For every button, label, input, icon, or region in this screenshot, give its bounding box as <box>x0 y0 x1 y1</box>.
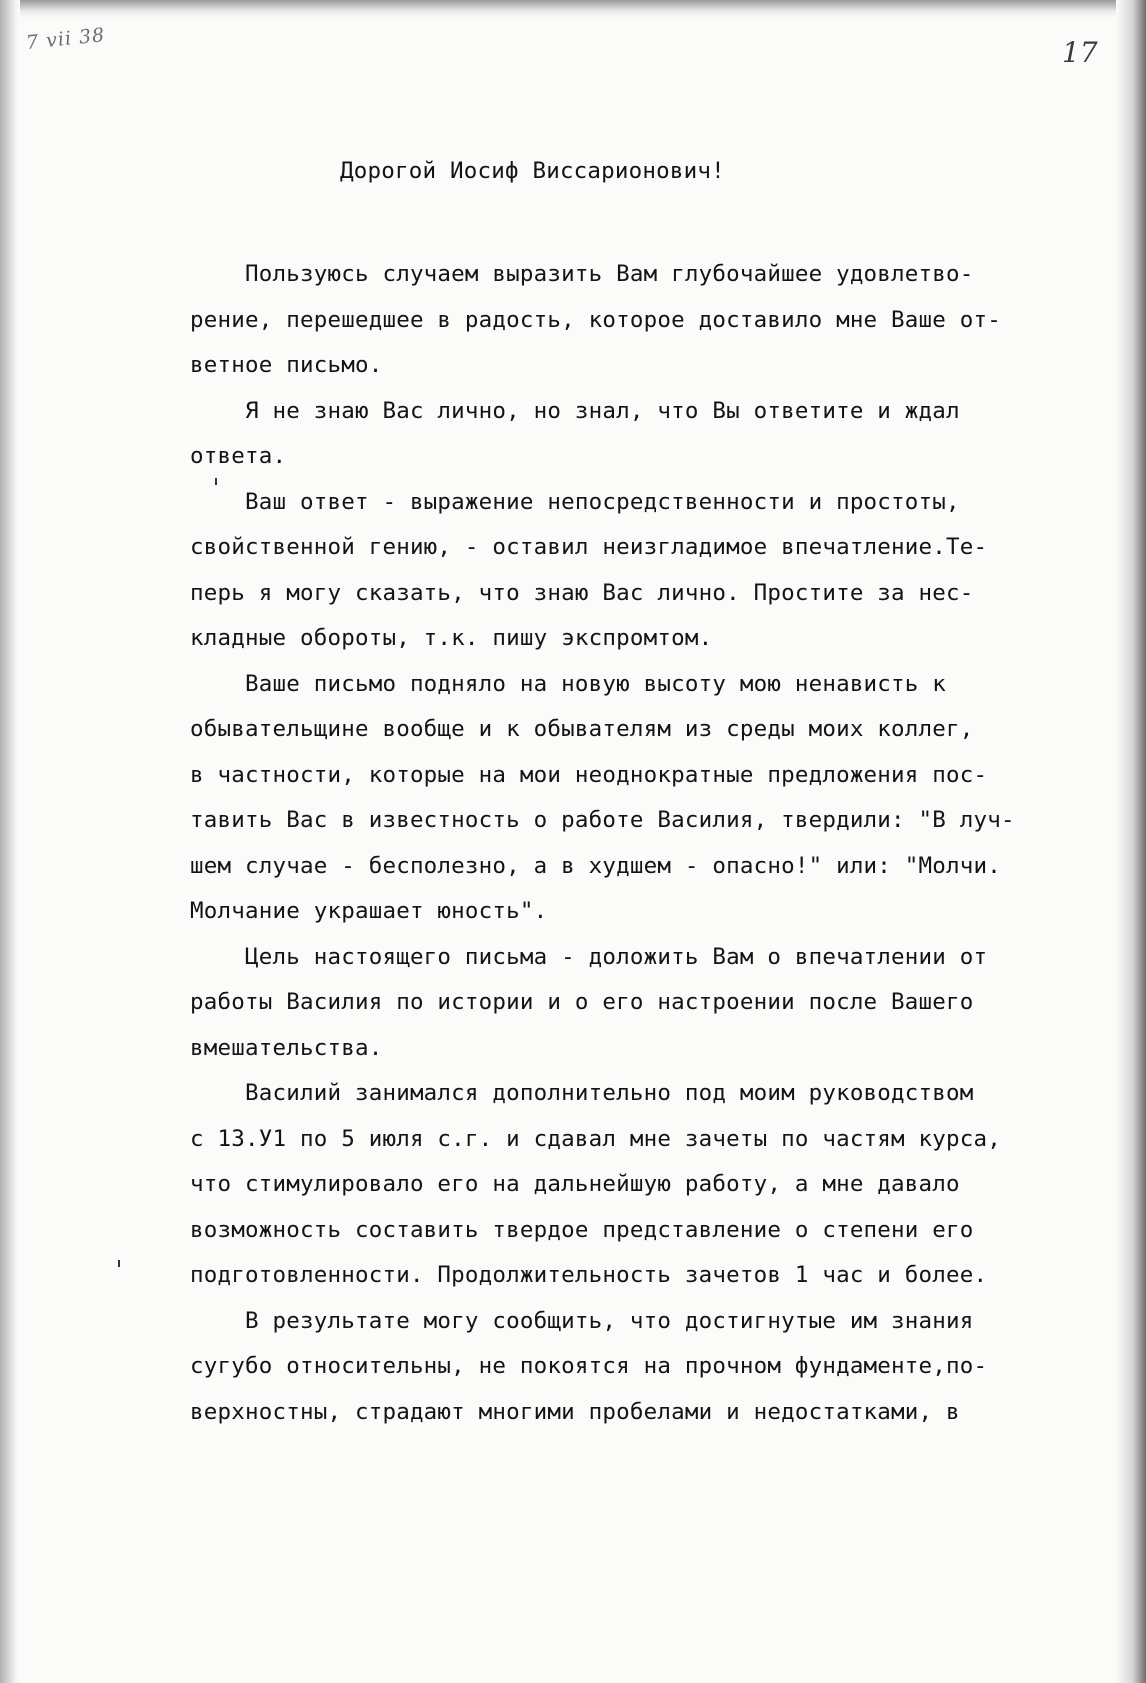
text-line: Ваше письмо подняло на новую высоту мою ненависть к <box>190 670 947 697</box>
text-line: кладные обороты, т.к. пишу экспромтом. <box>190 625 713 651</box>
scan-edge-right <box>1116 0 1146 1683</box>
salutation: Дорогой Иосиф Виссарионович! <box>340 158 725 184</box>
margin-mark <box>118 1260 120 1267</box>
text-line: Пользуюсь случаем выразить Вам глубочайшее удовлетво- <box>190 261 974 287</box>
margin-mark <box>215 478 217 485</box>
text-line: обывательщине вообще и к обывателям из среды моих коллег, <box>190 716 974 742</box>
text-line: сугубо относительны, не покоятся на прочном фундаменте,по- <box>190 1353 988 1379</box>
letter-body <box>190 252 1120 1435</box>
text-line: Цель настоящего письма - доложить Вам о впечатлении от <box>190 943 988 970</box>
text-line: ответа. <box>190 443 287 469</box>
text-line: верхностны, страдают многими пробелами и недостатками, в <box>190 1398 960 1425</box>
text-line: в частности, которые на мои неоднократные предложения пос- <box>190 761 988 788</box>
text-line: Ваш ответ - выражение непосредственности и простоты, <box>190 488 960 515</box>
text-line: подготовленности. Продолжительность зачетов 1 час и более. <box>190 1262 988 1288</box>
scan-edge-left <box>0 0 20 1683</box>
text-line: что стимулировало его на дальнейшую работу, а мне давало <box>190 1171 960 1197</box>
text-line: шем случае - бесполезно, а в худшем - опасно!" или: "Молчи. <box>190 852 1002 879</box>
text-line: работы Василия по истории и о его настроении после Вашего <box>190 989 974 1015</box>
text-line: рение, перешедшее в радость, которое доставило мне Ваше от- <box>190 306 1002 333</box>
scan-edge-top <box>0 0 1146 18</box>
text-line: свойственной гению, - оставил неизгладимое впечатление.Те- <box>190 534 988 560</box>
text-line: вмешательства. <box>190 1034 383 1061</box>
text-line: В результате могу сообщить, что достигнутые им знания <box>190 1307 974 1334</box>
text-line: тавить Вас в известность о работе Василия, твердили: "В луч- <box>190 807 1015 833</box>
text-line: перь я могу сказать, что знаю Вас лично. Простите за нес- <box>190 579 974 606</box>
text-line: с 13.У1 по 5 июля с.г. и сдавал мне зачеты по частям курса, <box>190 1125 1002 1152</box>
text-line: Я не знаю Вас лично, но знал, что Вы ответите и ждал <box>190 397 960 424</box>
page-number: 17 <box>1062 36 1098 69</box>
text-line: ветное письмо. <box>190 352 383 378</box>
text-line: Молчание украшает юность". <box>190 898 548 924</box>
text-line: Василий занимался дополнительно под моим руководством <box>190 1080 974 1106</box>
text-line: возможность составить твердое представление о степени его <box>190 1216 974 1243</box>
pencil-date-note: 7 vii 38 <box>25 23 107 55</box>
